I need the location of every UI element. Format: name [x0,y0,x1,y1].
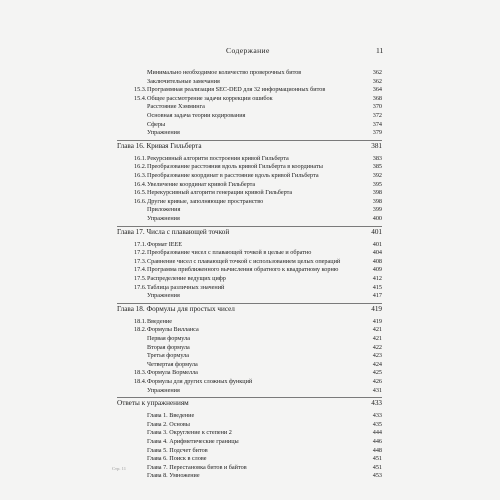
section-title: Глава 4. Арифметические границы [147,438,239,445]
page-number: 421 [372,326,382,334]
section-title: Глава 2. Основы [147,420,190,428]
section-title: Основная задача теории кодирования [147,112,246,119]
section-title: Третья формула [147,352,189,360]
page-number: 419 [371,304,382,313]
section-title: Минимально необходимое количество проверочных битов [147,69,302,76]
page-number: 392 [372,172,382,179]
section-title: Введение [147,317,172,325]
section-title: Упражнения [147,386,180,394]
section-title: Упражнения [147,292,180,300]
section-title: Сферы [147,120,166,128]
page-number: 383 [372,154,382,162]
section-number: 18.1. [134,317,147,325]
section-title: Общее рассмотрение задачи коррекции ошибок [147,94,273,102]
footer-mark: Стр. 11 [112,466,127,471]
page-number: 448 [372,446,382,454]
section-number: 17.5. [134,275,147,282]
page-number: 419 [372,317,382,325]
toc-entry [0,291,500,300]
section-number: 18.3. [134,369,147,377]
section-title: Преобразование координат в расстояние вдоль кривой Гильберта [147,172,319,179]
page-number: 372 [372,112,382,119]
section-title: Расстояние Хэмминга [147,103,205,111]
page-number: 431 [372,386,382,394]
page-number: 400 [372,215,382,222]
section-number: 17.4. [134,266,147,274]
page-number: 417 [372,292,382,300]
toc-entry [0,214,500,223]
section-title: Нерекурсивный алгоритм генерации кривой Гильберта [147,189,293,197]
page-number: 444 [372,429,382,437]
section-number: 17.2. [134,249,147,257]
section-title: Другие кривые, заполняющие пространство [147,197,264,205]
page-number: 426 [372,378,382,385]
toc-chapter [0,398,500,409]
page-number: 435 [372,420,382,428]
section-title: Заключительные замечания [147,77,220,85]
page-number: 385 [372,163,382,171]
page-number: 424 [372,360,382,368]
toc-entry [0,128,500,137]
chapter-title: Ответы к упражнениям [117,399,189,408]
header-page-number: 11 [376,46,384,55]
page-number: 362 [372,77,382,85]
page-number: 422 [372,343,382,351]
chapter-title: Глава 16. Кривая Гильберта [117,141,202,150]
page-number: 401 [372,240,382,248]
page-number: 412 [372,275,382,282]
toc-chapter [0,141,500,152]
toc-chapter [0,227,500,238]
section-number: 16.3. [134,172,147,179]
page-number: 425 [372,369,382,377]
page-number: 398 [372,189,382,197]
section-title: Глава 6. Поиск в слове [147,455,207,463]
section-title: Программная реализация SEC-DED для 32 информационных битов [147,86,326,94]
page-number: 446 [372,438,382,445]
section-title: Сравнение чисел с плавающей точкой с использованием целых операций [147,257,341,265]
section-title: Формула Вормелла [147,369,198,377]
section-title: Первая формула [147,335,190,342]
section-title: Преобразование чисел с плавающей точкой в целые и обратно [147,249,312,257]
section-title: Формулы Вилланса [147,326,199,334]
section-number: 15.3. [134,86,147,94]
page-number: 395 [372,180,382,188]
section-number: 15.4. [134,94,147,102]
section-title: Глава 8. Умножение [147,472,200,480]
page-number: 409 [372,266,382,274]
section-title: Формат IEEE [147,240,183,248]
section-number: 17.6. [134,283,147,291]
chapter-title: Глава 18. Формулы для простых чисел [117,304,235,313]
section-number: 16.4. [134,180,147,188]
section-title: Распределение ведущих цифр [147,275,226,282]
page-number: 401 [371,227,382,236]
running-header [0,46,500,58]
section-title: Приложения [147,206,181,214]
section-number: 16.5. [134,189,147,197]
section-number: 17.1. [134,240,147,248]
page-number: 423 [372,352,382,360]
section-title: Увеличение координат кривой Гильберта [147,180,256,188]
page-number: 453 [372,472,382,480]
toc-entry [0,471,500,480]
section-title: Глава 7. Перестановка битов и байтов [147,463,247,471]
chapter-title: Глава 17. Числа с плавающей точкой [117,227,230,236]
section-number: 17.3. [134,257,147,265]
page-number: 433 [371,399,382,408]
section-title: Четвертая формула [147,360,198,368]
page-number: 433 [372,412,382,420]
page-number: 399 [372,206,382,214]
page-number: 364 [372,86,382,94]
section-title: Глава 1. Введение [147,412,195,420]
page-number: 381 [371,141,382,150]
page-number: 374 [372,120,382,128]
section-title: Вторая формула [147,343,190,351]
page-number: 379 [372,129,382,137]
page-number: 421 [372,335,382,342]
page-number: 362 [372,69,382,76]
section-title: Преобразование расстояния вдоль кривой Гильберта в координаты [147,163,323,171]
section-number: 16.2. [134,163,147,171]
section-number: 18.4. [134,378,147,385]
section-title: Формулы для других сложных функций [147,378,253,385]
section-title: Упражнения [147,215,180,222]
page-number: 451 [372,463,382,471]
page-number: 415 [372,283,382,291]
page-number: 370 [372,103,382,111]
section-title: Рекурсивный алгоритм построения кривой Гильберта [147,154,289,162]
toc-chapter [0,304,500,315]
section-number: 16.1. [134,154,147,162]
section-title: Глава 3. Округление к степени 2 [147,429,232,437]
page-number: 368 [372,94,382,102]
section-title: Таблица различных значений [147,283,225,291]
toc-entry [0,386,500,395]
page-number: 404 [372,249,382,257]
section-title: Глава 5. Подсчет битов [147,446,208,454]
header-title: Содержание [226,46,270,55]
page-number: 398 [372,197,382,205]
section-title: Упражнения [147,129,180,137]
section-number: 16.6. [134,197,147,205]
section-number: 18.2. [134,326,147,334]
section-title: Программа приближенного вычисления обратного к квадратному корню [147,266,339,274]
page-number: 451 [372,455,382,463]
page-number: 408 [372,257,382,265]
